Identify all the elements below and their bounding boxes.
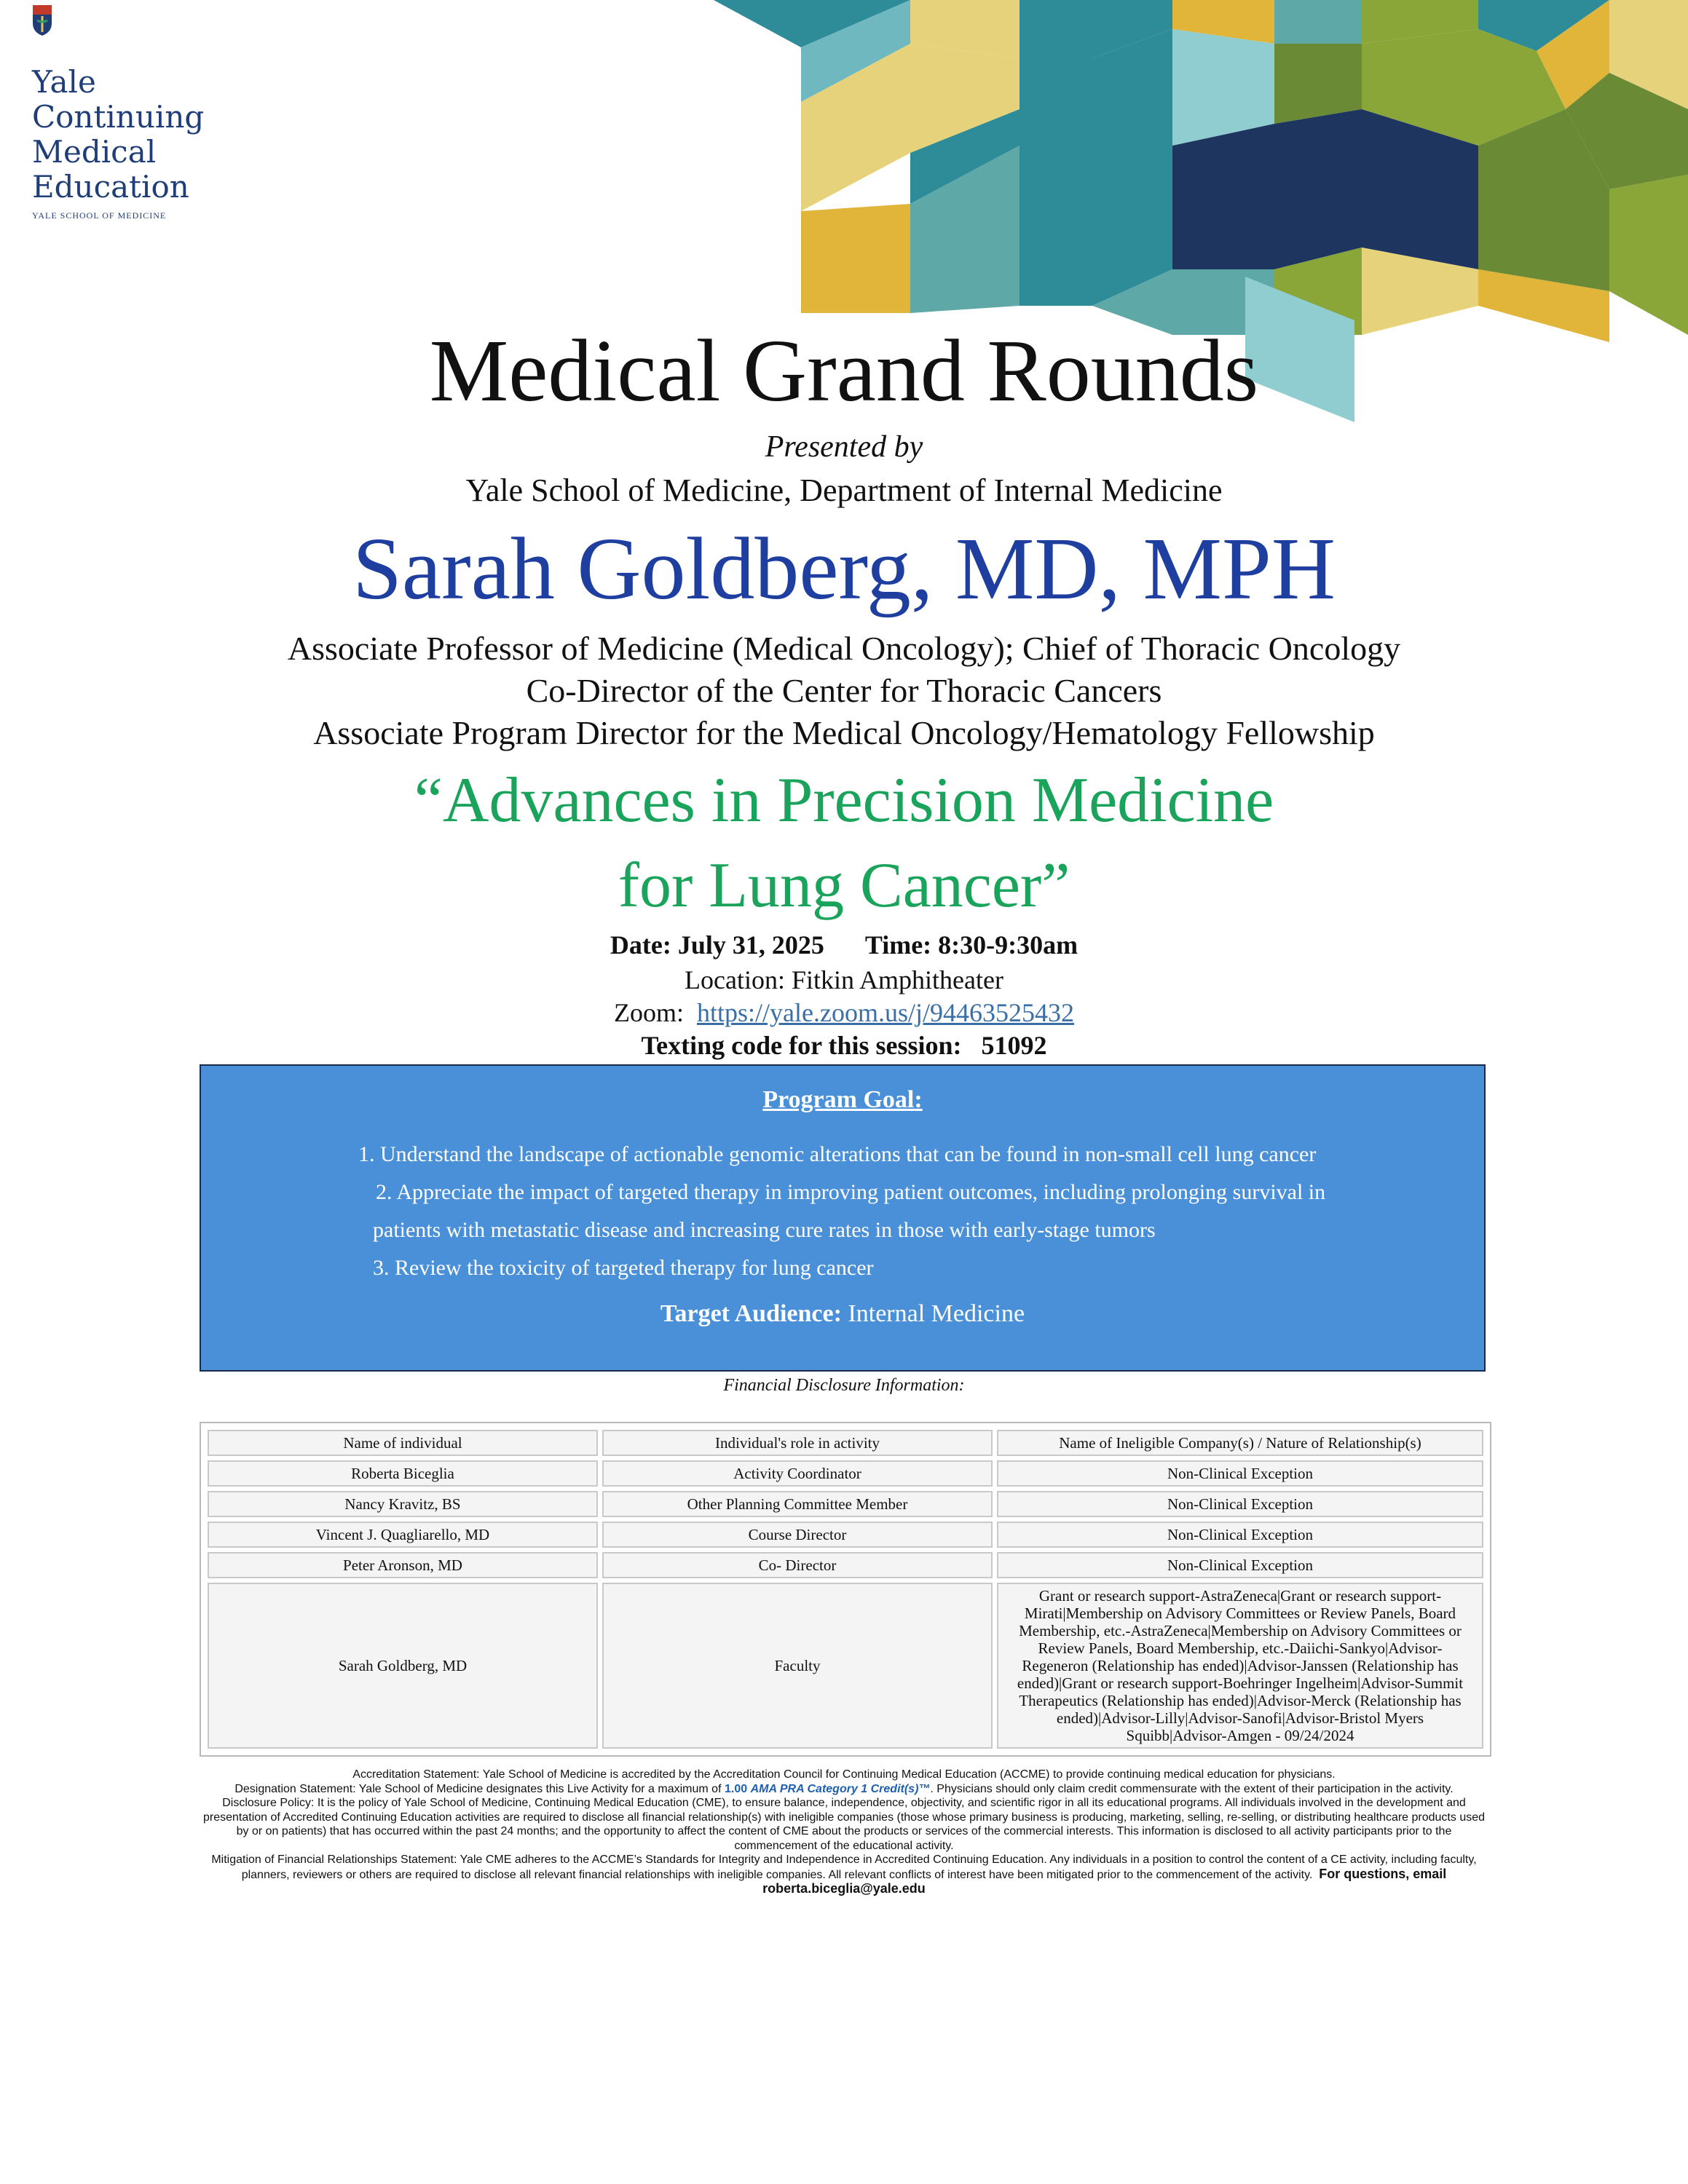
individual-name: Nancy Kravitz, BS <box>208 1491 598 1517</box>
goal-item-1: 1. Understand the landscape of actionable genomic alterations that can be found in non-small cell lung cancer <box>358 1142 1317 1166</box>
speaker-role: Associate Program Director for the Medical Oncology/Hematology Fellowship <box>313 714 1375 751</box>
individual-name: Sarah Goldberg, MD <box>208 1583 598 1749</box>
goal-item-3: 3. Review the toxicity of targeted therapy for lung cancer <box>373 1256 874 1280</box>
location-value: Fitkin Amphitheater <box>791 965 1003 994</box>
individual-role: Course Director <box>602 1522 993 1548</box>
relationship: Non-Clinical Exception <box>997 1460 1483 1487</box>
accreditation-statement: Accreditation Statement: Yale School of Medicine is accredited by the Accreditation Council for Continuing Medical Education (ACCME) to provide continuing medical education for physicians. <box>352 1768 1336 1781</box>
department: Yale School of Medicine, Department of Internal Medicine <box>465 472 1223 508</box>
column-header: Name of individual <box>208 1430 598 1456</box>
time-label: Time: <box>864 930 932 960</box>
zoom-label: Zoom: <box>614 998 684 1027</box>
individual-name: Vincent J. Quagliarello, MD <box>208 1522 598 1548</box>
yale-cme-logo <box>32 4 221 221</box>
texting-code: 51092 <box>981 1031 1047 1060</box>
date-time-line <box>0 930 1688 960</box>
table-row <box>208 1491 1483 1517</box>
yale-shield-icon <box>32 4 52 36</box>
talk-title-line2: for Lung Cancer” <box>618 850 1070 921</box>
goal-item-2: 2. Appreciate the impact of targeted therapy in improving patient outcomes, including prolonging survival in <box>376 1180 1326 1204</box>
financial-disclosure-heading: Financial Disclosure Information: <box>723 1376 965 1395</box>
presented-by: Presented by <box>765 430 923 464</box>
speaker-role: Co-Director of the Center for Thoracic Cancers <box>526 672 1162 709</box>
designation-text-end: . Physicians should only claim credit commensurate with the extent of their participation in the activity. <box>930 1782 1454 1795</box>
target-audience-label: Target Audience: <box>660 1300 842 1327</box>
program-goal-heading: Program Goal: <box>762 1086 923 1113</box>
individual-role: Co- Director <box>602 1552 993 1578</box>
program-goal-box <box>200 1064 1486 1372</box>
target-audience-value: Internal Medicine <box>848 1300 1025 1327</box>
relationship: Grant or research support-AstraZeneca|Grant or research support-Mirati|Membership on Advisory Committees or Review Panels, Board Membership, etc.-AstraZeneca|Membership on Advisory Committees or Review Panels, Board Membership, etc.-Daiichi-Sankyo|Advisor-Regeneron (Relationship has ended)|Advisor-Janssen (Relationship has ended)|Grant or research support-Boehringer Ingelheim|Advisor-Summit Therapeutics (Relationship has ended)|Advisor-Merck (Relationship has ended)|Advisor-Lilly|Advisor-Sanofi|Advisor-Bristol Myers Squibb|Advisor-Amgen - 09/24/2024 <box>997 1583 1483 1749</box>
speaker-name: Sarah Goldberg, MD, MPH <box>352 520 1336 618</box>
individual-name: Roberta Biceglia <box>208 1460 598 1487</box>
logo-line: Yale <box>32 64 96 100</box>
individual-role: Faculty <box>602 1583 993 1749</box>
fine-print <box>197 1768 1491 1897</box>
logo-subtitle: YALE SCHOOL OF MEDICINE <box>32 210 167 221</box>
logo-line: Continuing <box>32 99 205 135</box>
target-audience <box>201 1300 1484 1328</box>
table-row <box>208 1460 1483 1487</box>
texting-code-line <box>0 1030 1688 1061</box>
column-header: Individual's role in activity <box>602 1430 993 1456</box>
speaker-role: Associate Professor of Medicine (Medical Oncology); Chief of Thoracic Oncology <box>287 630 1401 667</box>
relationship: Non-Clinical Exception <box>997 1552 1483 1578</box>
disclosure-policy: Disclosure Policy: It is the policy of Yale School of Medicine, Continuing Medical Education (CME), to ensure balance, independence, objectivity, and scientific rigor in all its educational programs. All individuals involved in the development and presentation of Accredited Continuing Education activities are required to disclose all financial relationship(s) with ineligible companies (those whose primary business is producing, marketing, selling, re-selling, or distributing healthcare products used by or on patients) that has occurred within the past 24 months; and the opportunity to affect the content of CME about the products or services of the commercial interests. This information is disclosed to all activity participants prior to the commencement of the educational activity. <box>202 1797 1486 1852</box>
mitigation-statement <box>197 1853 1491 1897</box>
table-header-row <box>208 1430 1483 1456</box>
time-value: 8:30-9:30am <box>938 930 1078 960</box>
talk-title-line1: “Advances in Precision Medicine <box>414 765 1274 836</box>
date-label: Date: <box>610 930 671 960</box>
designation-text: Designation Statement: Yale School of Medicine designates this Live Activity for a maximum of <box>234 1782 722 1795</box>
table-row <box>208 1552 1483 1578</box>
individual-role: Other Planning Committee Member <box>602 1491 993 1517</box>
location-line <box>0 965 1688 995</box>
table-row <box>208 1522 1483 1548</box>
disclosure-table <box>200 1422 1491 1757</box>
credit-name: AMA PRA Category 1 Credit(s)™ <box>750 1782 931 1795</box>
page-title: Medical Grand Rounds <box>429 322 1259 420</box>
credit-amount: 1.00 <box>724 1782 748 1795</box>
logo-wordmark <box>32 65 221 205</box>
zoom-line <box>0 997 1688 1028</box>
goal-item-2-continued: patients with metastatic disease and increasing cure rates in those with early-stage tumors <box>373 1218 1156 1242</box>
zoom-link[interactable]: https://yale.zoom.us/j/94463525432 <box>697 998 1074 1027</box>
logo-line: Medical <box>32 134 157 170</box>
logo-line: Education <box>32 169 189 205</box>
date-value: July 31, 2025 <box>677 930 824 960</box>
texting-label: Texting code for this session: <box>641 1031 962 1060</box>
relationship: Non-Clinical Exception <box>997 1491 1483 1517</box>
column-header: Name of Ineligible Company(s) / Nature of Relationship(s) <box>997 1430 1483 1456</box>
relationship: Non-Clinical Exception <box>997 1522 1483 1548</box>
questions-contact: For questions, email roberta.biceglia@yale.edu <box>762 1866 1447 1896</box>
individual-name: Peter Aronson, MD <box>208 1552 598 1578</box>
mitigation-text: Mitigation of Financial Relationships Statement: Yale CME adheres to the ACCME’s Standards for Integrity and Independence in Accredited Continuing Education. Any individuals in a position to control the content of a CE activity, including faculty, planners, reviewers or others are required to disclose all relevant financial relationships with ineligible companies. All relevant conflicts of interest have been mitigated prior to the commencement of the activity. <box>211 1853 1477 1881</box>
designation-statement <box>197 1782 1491 1797</box>
location-label: Location: <box>685 965 785 994</box>
table-row <box>208 1583 1483 1749</box>
individual-role: Activity Coordinator <box>602 1460 993 1487</box>
